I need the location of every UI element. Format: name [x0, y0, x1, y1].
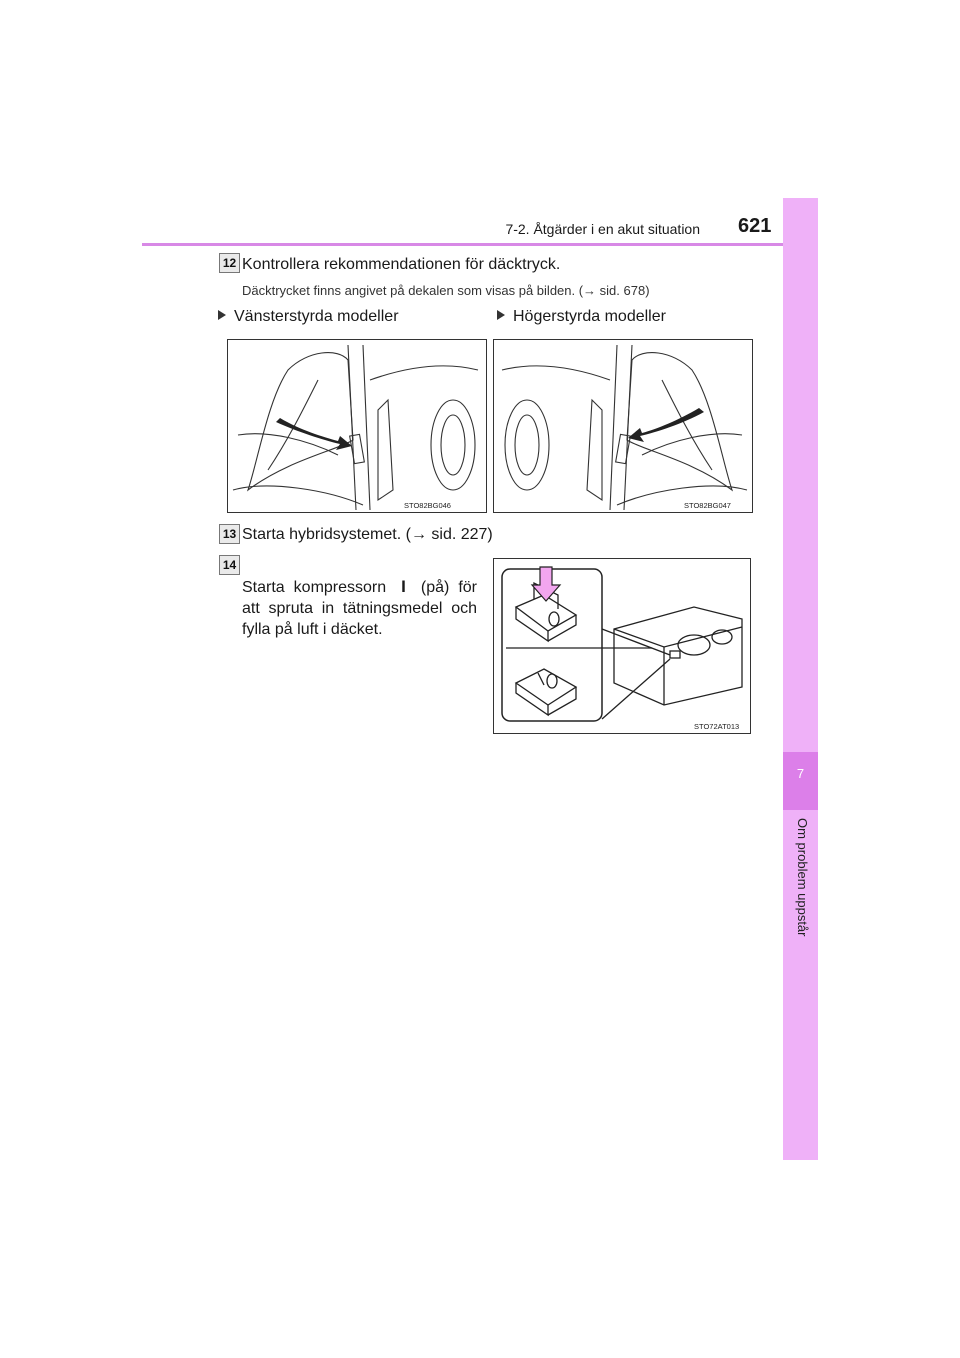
step-12-badge: 12: [219, 253, 240, 273]
step-13-text: Starta hybridsystemet. (→ sid. 227): [242, 526, 493, 543]
step-14-text: Starta kompressorn I (på) för att spruta in tätningsmedel och fylla på luft i däcket.: [242, 577, 478, 638]
figure-code-right: STO82BG047: [684, 501, 731, 510]
figure-lhd-door-pillar: [227, 339, 487, 513]
door-pillar-illustration-mirrored: [494, 340, 752, 512]
triangle-bullet-icon: [497, 310, 505, 320]
door-pillar-illustration: [228, 340, 486, 512]
switch-on-symbol: I: [401, 577, 406, 596]
figure-label-right: Högerstyrda modeller: [497, 308, 666, 326]
triangle-bullet-icon: [218, 310, 226, 320]
figure-compressor-switch: [493, 558, 751, 734]
page-number: 621: [738, 215, 772, 237]
figure-code-left: STO82BG046: [404, 501, 451, 510]
chapter-number: 7: [796, 766, 805, 781]
chapter-title: Om problem uppstår: [795, 818, 810, 937]
figure-label-left: Vänsterstyrda modeller: [218, 308, 399, 326]
step-12-note: Däcktrycket finns angivet på dekalen som visas på bilden. (→ sid. 678): [242, 283, 650, 298]
chapter-number-block: [783, 752, 818, 810]
compressor-illustration: [494, 559, 750, 733]
section-title: 7-2. Åtgärder i en akut situation: [505, 221, 700, 237]
step-12-text: Kontrollera rekommendationen för däcktryck.: [242, 256, 561, 273]
figure-code-compressor: STO72AT013: [694, 722, 740, 731]
figure-rhd-door-pillar: [493, 339, 753, 513]
chapter-side-tab: [783, 198, 818, 1160]
step-14-badge: 14: [219, 555, 240, 575]
header-rule: [142, 243, 818, 246]
step-13-badge: 13: [219, 524, 240, 544]
